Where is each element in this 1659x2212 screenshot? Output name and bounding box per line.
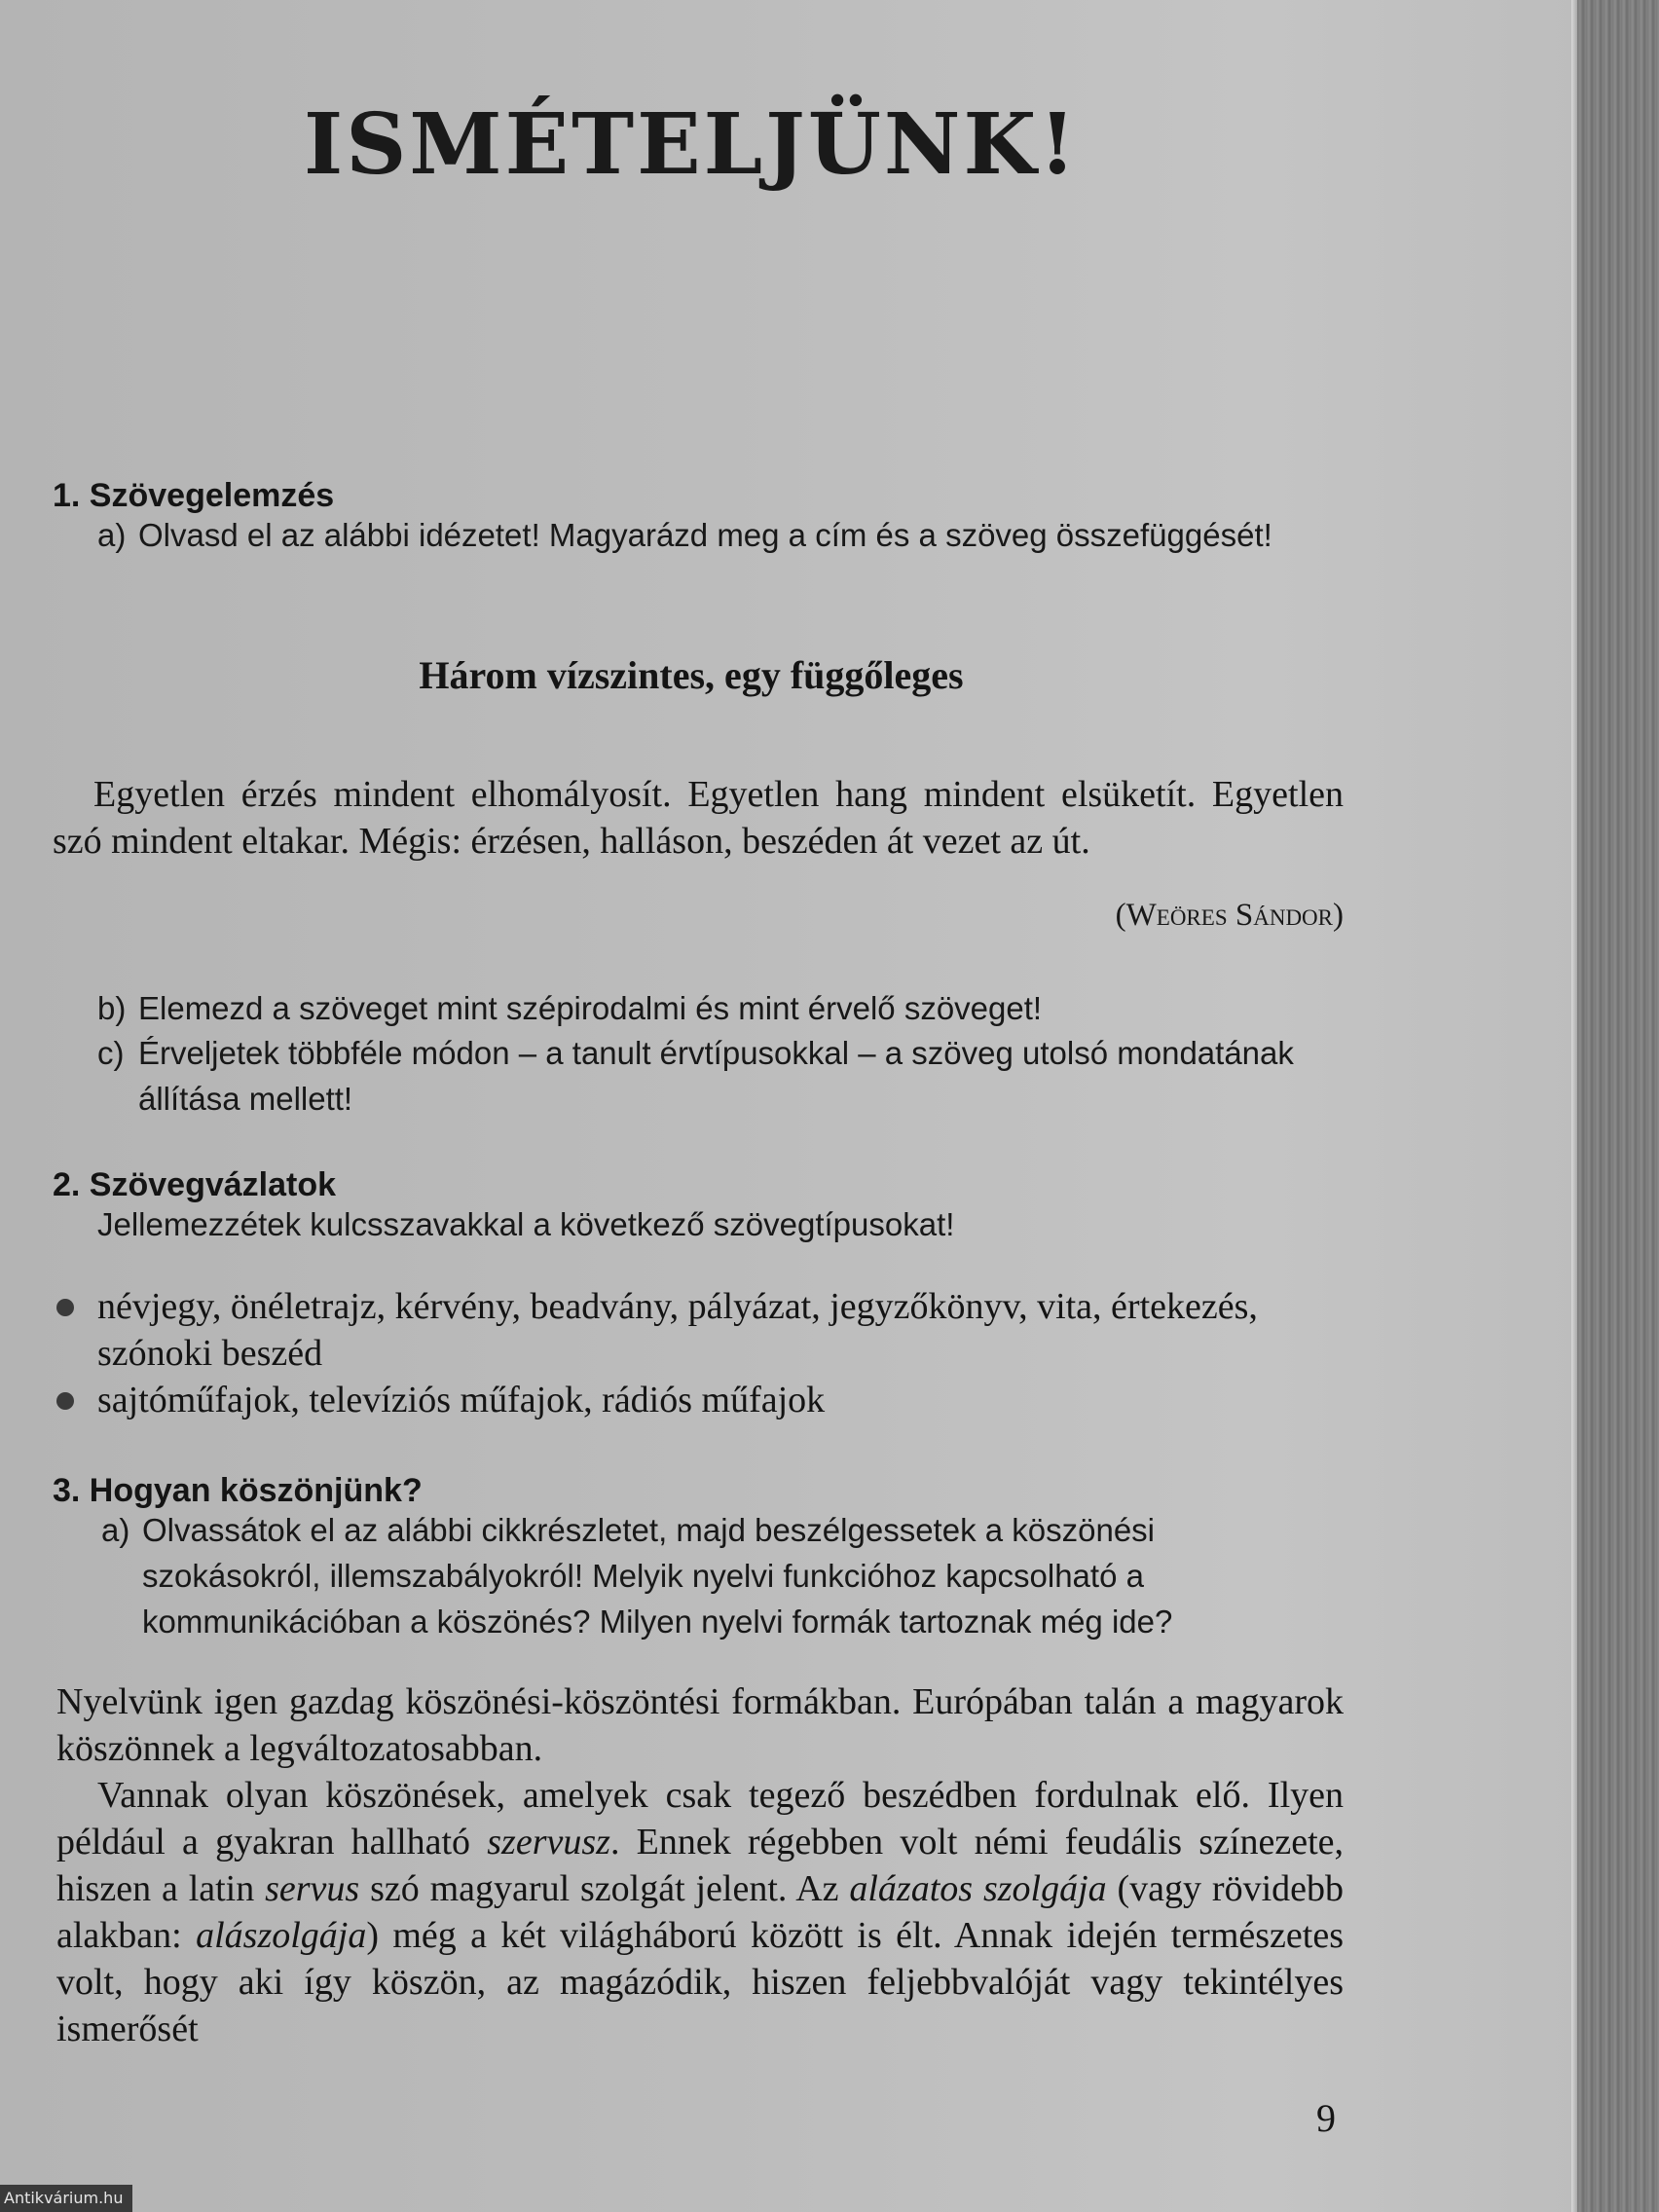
poem-text: Egyetlen érzés mindent elhomályosít. Egyetlen hang mindent elsüketít. Egyetlen szó mindent eltakar. Mégis: érzésen, halláson, beszéden át vezet az út. (53, 774, 1344, 862)
task-letter: b) (97, 990, 127, 1026)
task-letter: c) (97, 1035, 125, 1071)
article-paragraph-1: Nyelvünk igen gazdag köszönési-köszöntési formákban. Európában talán a magyarok köszönnek a legváltozatosabban. (56, 1681, 1344, 1769)
poem-attribution: (Weöres Sándor) (1115, 898, 1344, 933)
task-letter: a) (97, 517, 127, 553)
page-title: ISMÉTELJÜNK! (304, 95, 1079, 194)
section-1-task-b (97, 985, 1342, 1031)
list-item (55, 1283, 1340, 1377)
italic-word: alázatos szolgája (849, 1868, 1107, 1909)
bullet-icon (56, 1299, 74, 1316)
section-3-task-a (101, 1507, 1342, 1644)
task-text: Elemezd a szöveget mint szépirodalmi és mint érvelő szöveget! (138, 990, 1043, 1026)
list-item (55, 1377, 1340, 1423)
page-number: 9 (1316, 2096, 1336, 2140)
book-spine (1577, 0, 1659, 2212)
list-item-text: névjegy, önéletrajz, kérvény, beadvány, pályázat, jegyzőkönyv, vita, értekezés, szónoki beszéd (97, 1286, 1258, 1374)
italic-word: servus (265, 1868, 360, 1909)
task-letter: a) (101, 1512, 130, 1548)
poem-title: Három vízszintes, egy függőleges (419, 653, 964, 697)
list-item-text: sajtóműfajok, televíziós műfajok, rádiós műfajok (97, 1380, 826, 1420)
section-3-heading: 3. Hogyan köszönjünk? (53, 1472, 423, 1509)
paragraph-text: . Ennek régebben volt némi feudális színezete, hiszen a latin (56, 1822, 1344, 1909)
task-text: Érveljetek többféle módon – a tanult érvtípusokkal – a szöveg utolsó mondatának állítása mellett! (138, 1035, 1294, 1117)
italic-word: szervusz (487, 1822, 610, 1862)
paragraph-text: Vannak olyan köszönések, amelyek csak tegező beszédben fordulnak elő. Ilyen például a gyakran hallható (56, 1775, 1344, 1862)
task-text: Olvasd el az alábbi idézetet! Magyarázd meg a cím és a szöveg összefüggését! (138, 517, 1272, 553)
paragraph-text: ) még a két világháború között is élt. Annak idején természetes volt, hogy aki így köszön, az magázódik, hiszen feljebbvalóját vagy tekintélyes ismerősét (56, 1915, 1344, 2049)
paragraph-text: szó magyarul szolgát jelent. Az (359, 1868, 850, 1909)
section-1-task-c (97, 1030, 1342, 1122)
section-1-task-a (97, 512, 1342, 558)
bullet-icon (56, 1392, 74, 1410)
section-2-intro: Jellemezzétek kulcsszavakkal a következő szövegtípusokat! (97, 1206, 955, 1242)
paragraph-text: (vagy rövidebb alakban: (56, 1868, 1344, 1956)
section-1-heading: 1. Szövegelemzés (53, 477, 335, 514)
text-type-list (55, 1283, 1340, 1423)
italic-word: alászolgája (196, 1915, 367, 1956)
task-text: Olvassátok el az alábbi cikkrészletet, majd beszélgessetek a köszönési szokásokról, illemszabályokról! Melyik nyelvi funkcióhoz kapcsolható a kommunikációban a köszönés? Milyen nyelvi formák tartoznak még ide? (142, 1512, 1173, 1640)
section-2-heading: 2. Szövegvázlatok (53, 1166, 337, 1203)
watermark: Antikvárium.hu (0, 2185, 132, 2212)
article-paragraph-2 (56, 1772, 1344, 2052)
